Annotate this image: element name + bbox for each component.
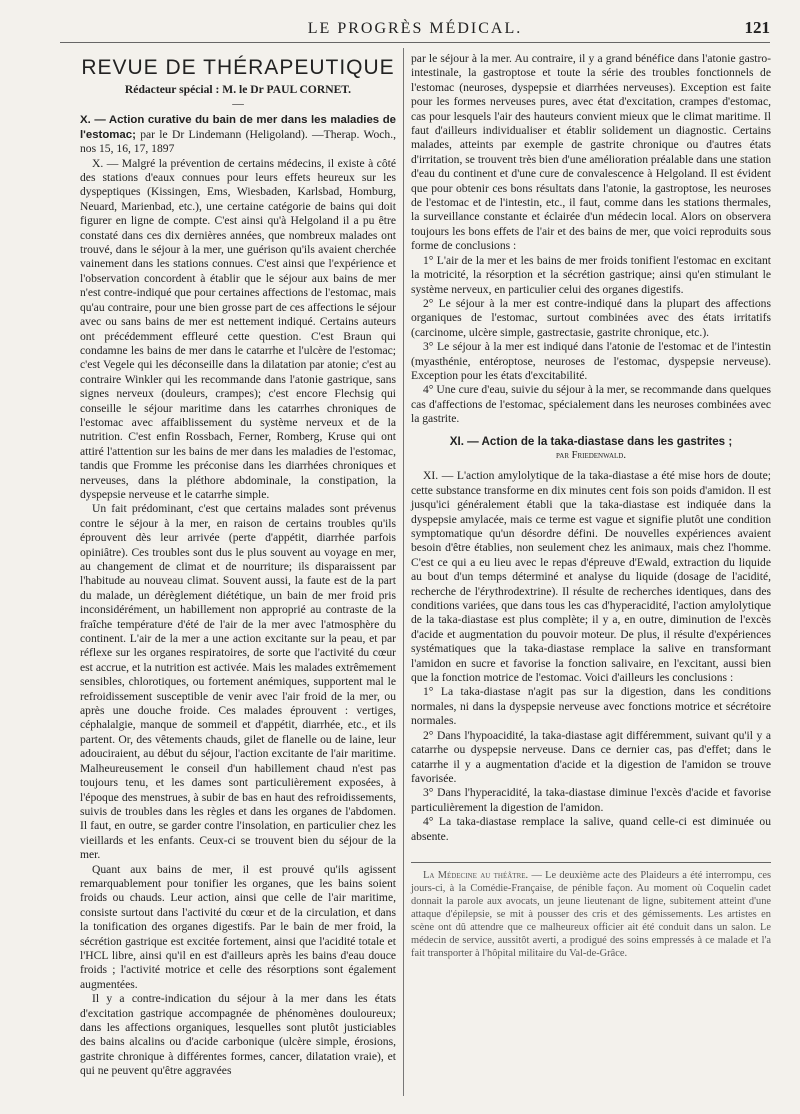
article-xi-conclusion: 1° La taka-diastase n'agit pas sur la digestion, dans les conditions normales, ni dans la dyspepsie nerveuse avec fonctions motrice et sécrétoire normales.: [411, 685, 771, 728]
article-x-heading: [80, 113, 396, 156]
article-xi-paragraph: XI. — L'action amylolytique de la taka-diastase a été mise hors de doute; cette substance transforme en dix minutes cent fois son poids d'amidon. Il est jusqu'ici généralement établi que la taka-diastase est indiquée dans la dyspepsie amylacée, mais ce terme est vague et signifie plutôt une condition symptomatique qu'un désordre défini. De nouvelles expériences avaient besoin d'être établies, non seulement chez les animaux, mais chez l'homme. C'est ce qui a eu lieu avec le repas d'épreuve d'Ewald, extraction du liquide au bout d'un temps déterminé et analyse du liquide (dosage de l'acidité, recherche de l'érythrodextrine). Il résulte de recherches identiques, dans des conditions variées, que dans tous les cas d'hyperacidité, l'action amylolytique de la taka-diastase est plus complète; il y a, en outre, diminution de l'excès d'acide et augmentation du pouvoir moteur. De plus, il résulte d'expériences systématiques que la taka-diastase remplace la salive en transformant l'amidon en sucre et favorise la fonction salivaire, en l'excitant, aussi bien que la fonction motrice de l'estomac. Voici d'ailleurs les conclusions :: [411, 469, 771, 685]
section-title: REVUE DE THÉRAPEUTIQUE: [81, 56, 395, 79]
article-x-paragraph: Il y a contre-indication du séjour à la mer dans les états d'excitation gastrique accompagnée de phénomènes douloureux; dans les affections organiques, lesquelles sont plutôt justiciables des bains alcalins ou d'acide carbonique (ulcère simple, érosions, gastrite chronique à différentes formes, cancer, dilatation vraie), et qui ne peuvent qu'être aggravées: [80, 992, 396, 1078]
article-xi-heading: XI. — Action de la taka-diastase dans les gastrites ;: [449, 434, 733, 448]
conclusion-item: 4° Une cure d'eau, suivie du séjour à la mer, se recommande dans quelques cas d'affections de l'estomac, spécialement dans les neuroses combinées avec la gastrite.: [411, 383, 771, 426]
article-x-conclusions: [411, 254, 771, 427]
conclusion-item: 1° L'air de la mer et les bains de mer froids tonifient l'estomac en excitant la motricité, la résorption et la sécrétion gastrique; ainsi qu'en stimulant le système nerveux, en particulier celui des organes digestifs.: [411, 253, 771, 296]
feuilleton-rule: [411, 862, 771, 863]
article-x-paragraph: Un fait prédominant, c'est que certains malades sont prévenus contre le séjour à la mer, en raison de certains troubles qu'ils éprouvent dès leur arrivée (perte d'appétit, diarrhée parfois opiniâtre). Ces troubles sont dus le plus souvent au voyage en mer, au changement de climat et de nourriture; ils disparaissent par l'habitude au nouveau climat. Souvent aussi, la faute est de la part du malade, un dérèglement diététique, un bain de mer froid pris inconsidérément, un habillement non approprié au contraste de la fraîche température d'été de l'air de la mer avec l'atmosphère du continent. L'air de la mer a une action excitante sur la peau, et par réflexe sur les organes respiratoires, de sorte que l'activité du cœur est accrue, et la nutrition est activée. Mais les malades extrêmement sensibles, chlorotiques, ou fortement anémiques, supportent mal le refroidissement susceptible de venir avec l'air froid de la mer, ou après une douche froide. Ces malades éprouvent : vertiges, céphalalgie, manque de sommeil et d'appétit, diarrhée, etc., et ils partent. Or, des vêtements chauds, gilet de flanelle ou de laine, leur adouciraient, au début du séjour, l'action excitante de l'air maritime. Malheureusement le conseil d'un habillement chaud n'est pas toujours tenu, et les dames sont particulièrement exposées, à l'époque des menstrues, à subir de bas en haut des refroidissements, suivis de troubles dans les règles et dans les organes de l'abdomen. Il faut, en outre, se garder contre l'insolation, en particulier chez les vieillards et les enfants. Ceux-ci se trouvent bien du séjour de la mer.: [80, 502, 396, 862]
column-divider: [403, 48, 404, 1096]
article-x-paragraph: X. — Malgré la prévention de certains médecins, il existe à côté des stations d'eaux connues pour leurs effets heureux sur les dyspeptiques (Kissingen, Ems, Wiesbaden, Karlsbad, Homburg, Neuard, Marienbad, etc.), une certaine catégorie de bains qui doit figurer en ligne de compte. C'est ainsi qu'à Helgoland il a pu être constaté dans ces dix dernières années, que nombreux malades ont trouvé, dans le séjour à la mer, une guérison qu'ils avaient cherchée vainement dans les stations connues. C'est ainsi que l'expérience et l'observation concordent à établir que le séjour aux bains de mer n'est contre-indiqué que pour certaines affections de l'estomac, mais qu'au contraire, pour une bien grosse part de ces affections le séjour avec ou sans bains de mer est nettement indiqué. Certains auteurs ont précédemment effleuré cette question. C'est Braun qui condamne les bains de mer dans le catarrhe et l'ulcère de l'estomac; c'est Vegele qui les déconseille dans la dilatation par atonie; c'est au contraire Winkler qui les recommande dans l'atonie gastrique, sans signes nerveux (douleurs, crampes); c'est encore Flechsig qui conseille le séjour maritime dans les catarrhes chroniques de l'estomac avec affaiblissement du système nerveux et de la nutrition. C'est enfin Rossbach, Ferner, Romberg, Kruse qui ont attiré l'attention sur les bains de mer dans les maladies de l'estomac, tandis que Fromme les préconise dans les diarrhées chroniques et nerveuses, dans la pléthore abdominale, la constipation, la dyspepsie nerveuse et le catarrhe simple.: [80, 156, 396, 501]
article-x-continuation: par le séjour à la mer. Au contraire, il y a grand bénéfice dans l'atonie gastro-intestinale, la gastroptose et toute la série des troubles fonctionnels de l'estomac (neuroses, dyspepsie et diarrhées nerveuses). Exception est faite pour les formes nerveuses pures, avec état d'excitation, crampes d'estomac, cas pour lesquels l'air des hauteurs convient mieux que le climat maritime. Il faut d'ailleurs individualiser et établir solidement un diagnostic. Certains malades, atteints par exemple de gastrite chronique ou d'autres états d'irritation, se trouvent très bien d'une amélioration préalable dans une station d'eau du continent et d'une cure de convalescence à Helgoland. Il est évident que pour obtenir ces bons résultats dans l'atonie, la gastroptose, les neuroses de l'estomac et de l'intestin, etc., il faut, comme dans les stations thermales, la surveillance constante et éclairée d'un médecin local. Alors on observera toujours les bons effets de l'air et des bains de mer, que voici reproduits sous forme de conclusions :: [411, 52, 771, 253]
conclusion-item: 2° Le séjour à la mer est contre-indiqué dans la plupart des affections organiques de l'estomac, surtout combinées avec des états irritatifs (carcinome, ulcère simple, gastrectasie, gastrite chronique, etc.).: [411, 296, 771, 339]
article-xi-conclusion: 4° La taka-diastase remplace la salive, quand celle-ci est diminuée ou absente.: [411, 815, 771, 843]
feuilleton-paragraph: [411, 869, 771, 960]
left-column: [80, 52, 396, 1098]
section-editor: Rédacteur spécial : M. le Dr PAUL CORNET.: [124, 83, 352, 96]
running-head: [60, 18, 770, 43]
page-number: 121: [744, 18, 770, 37]
article-xi-conclusion: 2° Dans l'hypoacidité, la taka-diastase agit différemment, suivant qu'il y a catarrhe ou dyspepsie nerveuse. Dans ce dernier cas, pas d'effet; dans le catarrhe il y a augmentation d'acide et la digestion de l'amidon se trouve favorisée.: [411, 728, 771, 785]
article-x-citation: par le Dr Lindemann (Heligoland). —Therap. Woch., nos 15, 16, 17, 1897: [80, 127, 396, 156]
right-column: [411, 52, 771, 1098]
article-x-paragraph: Quant aux bains de mer, il est prouvé qu'ils agissent remarquablement pour tonifier les organes, que les bains soient froids ou chauds. Leur action, ainsi que celle de l'air maritime, consiste surtout dans l'activité du cœur et de la circulation, et dans la tonification des organes digestifs. Par le bain de mer froid, la sécrétion gastrique est excitée fortement, ainsi que l'acidité totale et l'HCL libre, ainsi qu'il en est d'ailleurs après les bains d'eau douce froids ; l'activité motrice et celle des résorptions sont également augmentées.: [80, 862, 396, 991]
journal-title: LE PROGRÈS MÉDICAL.: [307, 20, 523, 37]
article-x-title: X. — Action curative du bain de mer dans les maladies de l'estomac;: [80, 114, 396, 141]
article-xi-conclusion: 3° Dans l'hyperacidité, la taka-diastase diminue l'excès d'acide et favorise particulièrement la digestion de l'amidon.: [411, 786, 771, 814]
feuilleton-text: — Le deuxième acte des Plaideurs a été interrompu, ces jours-ci, à la Comédie-Française, de pénible façon. Au moment où Coquelin cadet donnait la parole aux avocats, un jeune lieutenant de ligne, subitement atteint d'une attaque d'épilepsie, se mit à pousser des cris et des gémissements. Les artistes en scène ont dû attendre que ce malheureux officier ait été conduit dans un salon. Le médecin de service, aussitôt averti, a prodigué des soins empressés à ce malade et l'a fait transporter à l'hôpital militaire du Val-de-Grâce.: [411, 869, 772, 959]
conclusion-item: 3° Le séjour à la mer est indiqué dans l'atonie de l'estomac et de l'intestin (myasthénie, entéroptose, neuroses de l'estomac, dyspepsie nerveuse). Exception pour les états d'excitabilité.: [411, 340, 771, 382]
separator-dash: —: [232, 97, 244, 111]
article-xi-byline: par Friedenwald.: [556, 449, 626, 461]
feuilleton: [411, 869, 771, 960]
feuilleton-lead: La Médecine au théâtre.: [423, 869, 529, 881]
